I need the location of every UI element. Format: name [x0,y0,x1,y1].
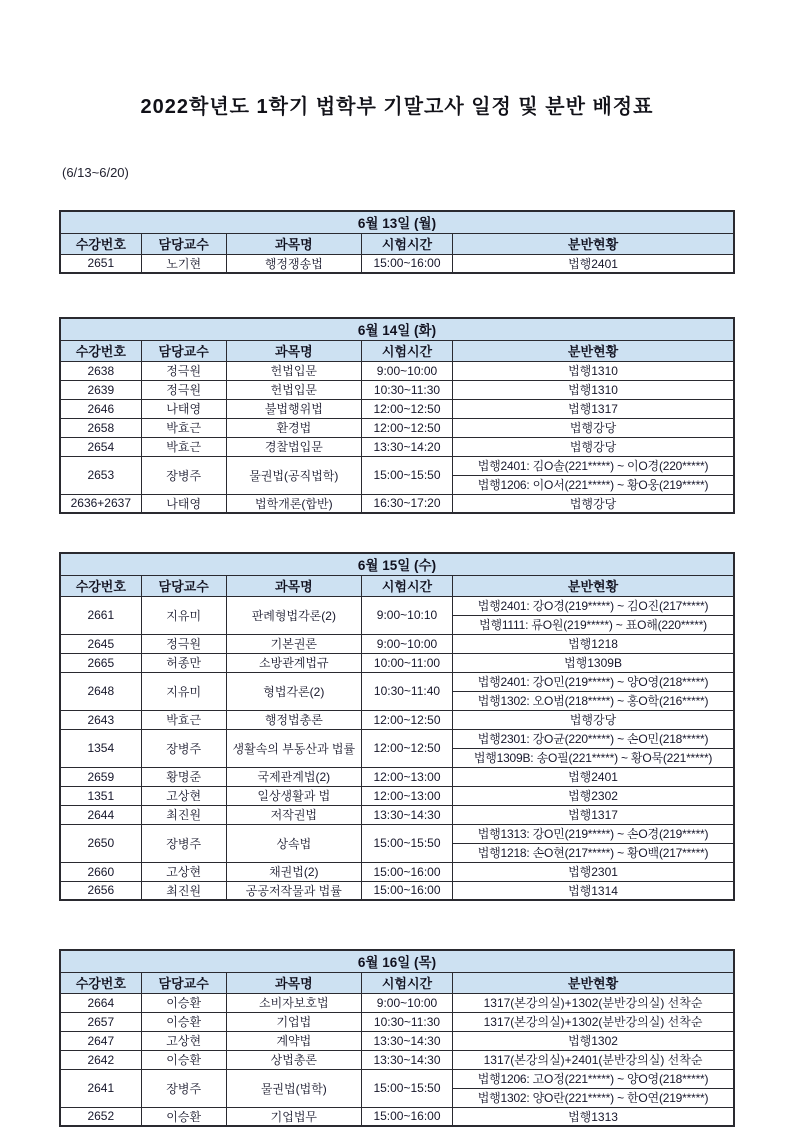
exam-time-cell: 15:00~15:50 [361,1069,452,1107]
assignment-cell: 법행1302: 오O범(218*****) ~ 홍O학(216*****) [453,691,734,710]
day-header: 6월 16일 (목) [60,950,734,972]
assignment-cell: 법행1302 [453,1031,734,1050]
exam-row [60,494,734,513]
exam-table-4 [59,949,735,1127]
professor-cell: 지유미 [141,672,226,710]
assignment-cell: 법행2401: 강O경(219*****) ~ 김O진(217*****) [453,596,734,615]
subject-cell: 행정법총론 [226,710,361,729]
assignment-cell: 법행2401: 강O민(219*****) ~ 양O영(218*****) [453,672,734,691]
professor-cell: 나태영 [141,399,226,418]
exam-row [60,254,734,273]
course-no-cell: 2659 [60,767,141,786]
professor-cell: 이승환 [141,1107,226,1126]
subject-cell: 계약법 [226,1031,361,1050]
exam-row [60,1069,734,1088]
subject-cell: 물권법(법학) [226,1069,361,1107]
course-no-cell: 2653 [60,456,141,494]
assignment-cell: 법행1111: 류O원(219*****) ~ 표O해(220*****) [453,615,734,634]
subject-cell: 헌법입문 [226,380,361,399]
exam-row [60,456,734,475]
assignment-cell: 법행1313: 강O민(219*****) ~ 손O경(219*****) [453,824,734,843]
professor-cell: 장병주 [141,824,226,862]
assignment-cell: 법행1218: 손O현(217*****) ~ 황O백(217*****) [453,843,734,862]
column-header-5: 분반현황 [453,575,734,596]
course-no-cell: 2665 [60,653,141,672]
column-header-5: 분반현황 [453,340,734,361]
exam-time-cell: 13:30~14:20 [361,437,452,456]
exam-time-cell: 9:00~10:10 [361,596,452,634]
assignment-cell: 법행1218 [453,634,734,653]
professor-cell: 박효근 [141,437,226,456]
exam-row [60,862,734,881]
subject-cell: 기업법 [226,1012,361,1031]
exam-table-3 [59,552,735,901]
assignment-cell: 법행2401 [453,767,734,786]
course-no-cell: 2644 [60,805,141,824]
assignment-cell: 1317(본강의실)+1302(분반강의실) 선착순 [453,993,734,1012]
column-header-4: 시험시간 [361,972,452,993]
professor-cell: 지유미 [141,596,226,634]
exam-row [60,824,734,843]
exam-row [60,399,734,418]
subject-cell: 상법총론 [226,1050,361,1069]
exam-time-cell: 15:00~16:00 [361,254,452,273]
subject-cell: 헌법입문 [226,361,361,380]
assignment-cell: 법행강당 [453,418,734,437]
course-no-cell: 2641 [60,1069,141,1107]
subject-cell: 기본권론 [226,634,361,653]
assignment-cell: 법행1310 [453,361,734,380]
exam-row [60,767,734,786]
exam-time-cell: 12:00~12:50 [361,729,452,767]
course-no-cell: 2643 [60,710,141,729]
professor-cell: 이승환 [141,1012,226,1031]
professor-cell: 장병주 [141,729,226,767]
assignment-cell: 1317(본강의실)+1302(분반강의실) 선착순 [453,1012,734,1031]
professor-cell: 노기현 [141,254,226,273]
subject-cell: 국제관계법(2) [226,767,361,786]
exam-time-cell: 15:00~15:50 [361,824,452,862]
assignment-cell: 법행강당 [453,710,734,729]
professor-cell: 최진원 [141,805,226,824]
assignment-cell: 법행2301 [453,862,734,881]
exam-time-cell: 15:00~15:50 [361,456,452,494]
exam-row [60,634,734,653]
column-header-1: 수강번호 [60,972,141,993]
course-no-cell: 2650 [60,824,141,862]
column-header-4: 시험시간 [361,233,452,254]
course-no-cell: 2661 [60,596,141,634]
assignment-cell: 법행1309B [453,653,734,672]
professor-cell: 나태영 [141,494,226,513]
course-no-cell: 2654 [60,437,141,456]
exam-time-cell: 13:30~14:30 [361,1031,452,1050]
assignment-cell: 법행2401: 김O솔(221*****) ~ 이O경(220*****) [453,456,734,475]
subject-cell: 물권법(공직법학) [226,456,361,494]
assignment-cell: 법행1206: 고O정(221*****) ~ 양O영(218*****) [453,1069,734,1088]
exam-row [60,729,734,748]
subject-cell: 행정쟁송법 [226,254,361,273]
assignment-cell: 법행1314 [453,881,734,900]
exam-time-cell: 13:30~14:30 [361,805,452,824]
column-header-3: 과목명 [226,233,361,254]
assignment-cell: 법행1310 [453,380,734,399]
exam-time-cell: 10:30~11:30 [361,380,452,399]
exam-row [60,596,734,615]
assignment-cell: 법행1313 [453,1107,734,1126]
exam-row [60,418,734,437]
exam-time-cell: 12:00~12:50 [361,710,452,729]
subject-cell: 법학개론(합반) [226,494,361,513]
course-no-cell: 2651 [60,254,141,273]
exam-row [60,672,734,691]
column-header-3: 과목명 [226,340,361,361]
assignment-cell: 법행2302 [453,786,734,805]
course-no-cell: 2652 [60,1107,141,1126]
course-no-cell: 2642 [60,1050,141,1069]
course-no-cell: 2647 [60,1031,141,1050]
subject-cell: 소방관계법규 [226,653,361,672]
exam-time-cell: 10:30~11:40 [361,672,452,710]
exam-row [60,993,734,1012]
professor-cell: 고상현 [141,1031,226,1050]
professor-cell: 고상현 [141,862,226,881]
exam-row [60,437,734,456]
professor-cell: 최진원 [141,881,226,900]
subject-cell: 형법각론(2) [226,672,361,710]
column-header-4: 시험시간 [361,340,452,361]
course-no-cell: 2636+2637 [60,494,141,513]
assignment-cell: 법행1302: 양O란(221*****) ~ 한O연(219*****) [453,1088,734,1107]
column-header-2: 담당교수 [141,233,226,254]
assignment-cell: 법행강당 [453,494,734,513]
assignment-cell: 법행1309B: 송O필(221*****) ~ 황O묵(221*****) [453,748,734,767]
subject-cell: 환경법 [226,418,361,437]
assignment-cell: 법행1206: 이O서(221*****) ~ 황O웅(219*****) [453,475,734,494]
course-no-cell: 2638 [60,361,141,380]
subject-cell: 소비자보호법 [226,993,361,1012]
professor-cell: 정극원 [141,634,226,653]
exam-time-cell: 9:00~10:00 [361,361,452,380]
assignment-cell: 법행1317 [453,805,734,824]
exam-table-1 [59,210,735,274]
exam-row [60,653,734,672]
page-title: 2022학년도 1학기 법학부 기말고사 일정 및 분반 배정표 [140,96,654,118]
column-header-5: 분반현황 [453,972,734,993]
assignment-cell: 법행강당 [453,437,734,456]
course-no-cell: 2657 [60,1012,141,1031]
exam-time-cell: 15:00~16:00 [361,862,452,881]
column-header-3: 과목명 [226,575,361,596]
professor-cell: 장병주 [141,456,226,494]
exam-time-cell: 13:30~14:30 [361,1050,452,1069]
exam-time-cell: 12:00~13:00 [361,767,452,786]
exam-time-cell: 10:00~11:00 [361,653,452,672]
exam-row [60,786,734,805]
course-no-cell: 2664 [60,993,141,1012]
course-no-cell: 1351 [60,786,141,805]
exam-row [60,1107,734,1126]
day-header: 6월 14일 (화) [60,318,734,340]
exam-time-cell: 16:30~17:20 [361,494,452,513]
assignment-cell: 1317(본강의실)+2401(분반강의실) 선착순 [453,1050,734,1069]
professor-cell: 황명준 [141,767,226,786]
professor-cell: 장병주 [141,1069,226,1107]
subject-cell: 상속법 [226,824,361,862]
subject-cell: 생활속의 부동산과 법률 [226,729,361,767]
column-header-2: 담당교수 [141,575,226,596]
assignment-cell: 법행2301: 강O균(220*****) ~ 손O민(218*****) [453,729,734,748]
subject-cell: 채권법(2) [226,862,361,881]
column-header-1: 수강번호 [60,233,141,254]
professor-cell: 이승환 [141,993,226,1012]
course-no-cell: 2646 [60,399,141,418]
exam-row [60,380,734,399]
course-no-cell: 2639 [60,380,141,399]
day-header: 6월 13일 (월) [60,211,734,233]
date-range-note: (6/13~6/20) [62,165,129,180]
exam-row [60,1012,734,1031]
professor-cell: 이승환 [141,1050,226,1069]
exam-time-cell: 12:00~12:50 [361,399,452,418]
exam-row [60,361,734,380]
course-no-cell: 2648 [60,672,141,710]
exam-time-cell: 9:00~10:00 [361,634,452,653]
exam-time-cell: 12:00~13:00 [361,786,452,805]
day-header: 6월 15일 (수) [60,553,734,575]
professor-cell: 박효근 [141,710,226,729]
column-header-1: 수강번호 [60,340,141,361]
exam-row [60,710,734,729]
column-header-4: 시험시간 [361,575,452,596]
subject-cell: 불법행위법 [226,399,361,418]
column-header-2: 담당교수 [141,340,226,361]
subject-cell: 공공저작물과 법률 [226,881,361,900]
subject-cell: 판례형법각론(2) [226,596,361,634]
course-no-cell: 1354 [60,729,141,767]
exam-time-cell: 15:00~16:00 [361,1107,452,1126]
professor-cell: 정극원 [141,380,226,399]
professor-cell: 정극원 [141,361,226,380]
exam-row [60,1031,734,1050]
column-header-1: 수강번호 [60,575,141,596]
exam-table-2 [59,317,735,514]
professor-cell: 박효근 [141,418,226,437]
column-header-3: 과목명 [226,972,361,993]
course-no-cell: 2645 [60,634,141,653]
exam-time-cell: 15:00~16:00 [361,881,452,900]
subject-cell: 일상생활과 법 [226,786,361,805]
exam-time-cell: 10:30~11:30 [361,1012,452,1031]
subject-cell: 경찰법입문 [226,437,361,456]
column-header-2: 담당교수 [141,972,226,993]
professor-cell: 허종만 [141,653,226,672]
exam-row [60,881,734,900]
subject-cell: 기업법무 [226,1107,361,1126]
assignment-cell: 법행2401 [453,254,734,273]
column-header-5: 분반현황 [453,233,734,254]
course-no-cell: 2658 [60,418,141,437]
exam-time-cell: 12:00~12:50 [361,418,452,437]
course-no-cell: 2656 [60,881,141,900]
exam-time-cell: 9:00~10:00 [361,993,452,1012]
subject-cell: 저작권법 [226,805,361,824]
course-no-cell: 2660 [60,862,141,881]
exam-row [60,805,734,824]
tables-container [59,210,737,1127]
assignment-cell: 법행1317 [453,399,734,418]
exam-row [60,1050,734,1069]
professor-cell: 고상현 [141,786,226,805]
